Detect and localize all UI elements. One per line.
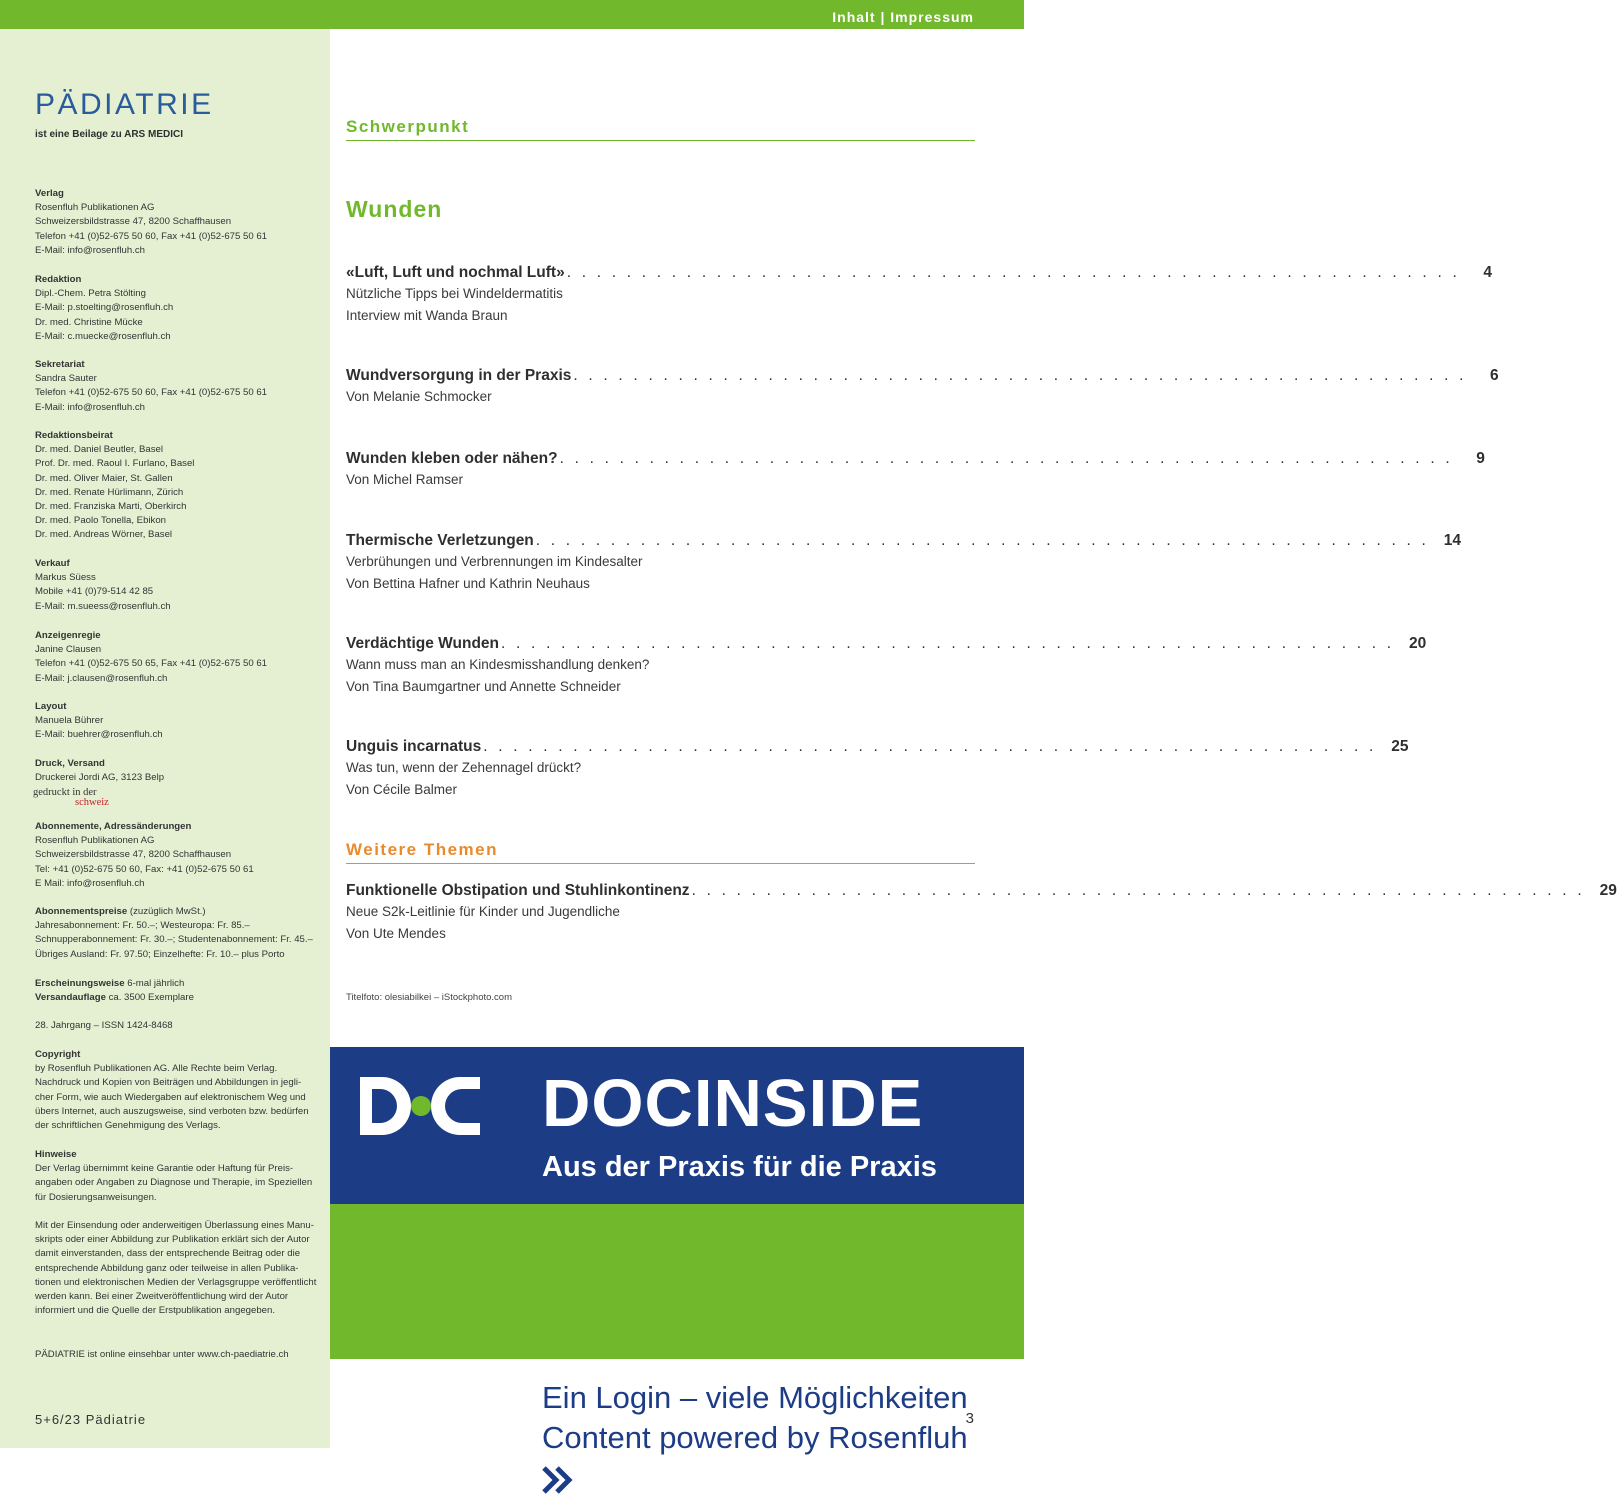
line: informiert und die Quelle der Erstpublikation angegeben. — [35, 1305, 275, 1317]
docinside-logo-icon — [360, 1075, 482, 1137]
toc-entry-page: 9 — [1476, 450, 1485, 467]
line: Nachdruck und Kopien von Beiträgen und Abbildungen in jegli- — [35, 1077, 302, 1089]
toc-entry-sub: Von Michel Ramser — [346, 472, 464, 487]
impressum-abonnemente — [35, 820, 325, 891]
line: Schnupperabonnement: Fr. 30.–; Studentenabonnement: Fr. 45.– — [35, 934, 313, 946]
impressum-copyright — [35, 1048, 325, 1133]
toc-entry[interactable] — [346, 532, 1462, 594]
line: by Rosenfluh Publikationen AG. Alle Rechte beim Verlag. — [35, 1063, 278, 1075]
toc-entry-sub: Nützliche Tipps bei Windeldermatitis — [346, 286, 563, 301]
impressum-verlag — [35, 187, 325, 258]
line: E-Mail: j.clausen@rosenfluh.ch — [35, 672, 168, 684]
label: Anzeigenregie — [35, 630, 101, 641]
line: E-Mail: info@rosenfluh.ch — [35, 244, 145, 256]
toc-entry-sub: Von Melanie Schmocker — [346, 389, 492, 404]
page-number: 3 — [965, 1410, 974, 1427]
leader-dots: . . . . . . . . . . . . . . . . . . . . . . . . . . . . . . . . . . . . . . . . . . . . . . . . . . . . . . . . . . . . — [559, 450, 1453, 467]
toc-entry-page: 6 — [1490, 367, 1499, 384]
ad-brand: DOCINSIDE — [542, 1066, 924, 1141]
section-header-bar — [0, 0, 1024, 29]
section-heading-weitere-themen: Weitere Themen — [346, 840, 975, 864]
toc-entry-page: 25 — [1391, 738, 1409, 755]
line: Mit der Einsendung oder anderweitigen Überlassung eines Manu- — [35, 1220, 314, 1231]
toc-entry[interactable] — [346, 738, 1409, 800]
line: Rosenfluh Publikationen AG — [35, 202, 155, 214]
label-note: (zuzüglich MwSt.) — [127, 906, 206, 917]
cover-photo-credit: Titelfoto: olesiabilkei – iStockphoto.com — [346, 992, 512, 1003]
impressum-einsendung — [35, 1219, 325, 1318]
toc-entry-sub: Verbrühungen und Verbrennungen im Kindesalter — [346, 554, 643, 569]
toc-entry-title: Thermische Verletzungen — [346, 532, 534, 549]
label: Redaktion — [35, 274, 82, 285]
line: skripts oder einer Abbildung zur Publikation erklärt sich der Autor — [35, 1234, 310, 1246]
toc-entry-title: Wundversorgung in der Praxis — [346, 367, 572, 384]
line: angaben oder Angaben zu Diagnose und Therapie, im Speziellen — [35, 1177, 313, 1189]
line: Dr. med. Christine Mücke — [35, 316, 143, 328]
line: Schweizersbildstrasse 47, 8200 Schaffhausen — [35, 216, 232, 228]
line: Telefon +41 (0)52-675 50 60, Fax +41 (0)52-675 50 61 — [35, 230, 268, 242]
toc-entry-page: 20 — [1409, 635, 1427, 652]
toc-entry-sub: Von Ute Mendes — [346, 926, 446, 941]
ad-url-link[interactable] — [542, 1460, 886, 1500]
impressum-online — [35, 1348, 325, 1362]
toc-entry-sub: Wann muss man an Kindesmisshandlung denken? — [346, 657, 650, 672]
line: E Mail: info@rosenfluh.ch — [35, 877, 145, 889]
line: Dr. med. Oliver Maier, St. Gallen — [35, 472, 173, 484]
line: Mobile +41 (0)79-514 42 85 — [35, 586, 154, 598]
toc-entry[interactable] — [346, 450, 1485, 490]
line: E-Mail: m.sueess@rosenfluh.ch — [35, 600, 171, 612]
line: E-Mail: buehrer@rosenfluh.ch — [35, 729, 163, 741]
ad-top-panel — [330, 1047, 1024, 1204]
impressum-hinweise — [35, 1148, 325, 1205]
label: Hinweise — [35, 1149, 77, 1160]
printed-in-switzerland-stamp — [33, 788, 109, 808]
line: Markus Süess — [35, 572, 96, 584]
toc-entry[interactable] — [346, 635, 1427, 697]
label: Verkauf — [35, 558, 70, 569]
toc-entry-sub: Neue S2k-Leitlinie für Kinder und Jugendliche — [346, 904, 620, 919]
label: Copyright — [35, 1049, 81, 1060]
line: Tel: +41 (0)52-675 50 60, Fax: +41 (0)52-675 50 61 — [35, 863, 254, 875]
toc-entry-sub: Was tun, wenn der Zehennagel drückt? — [346, 760, 582, 775]
stamp-line: schweiz — [75, 797, 109, 808]
toc-entry-title: «Luft, Luft und nochmal Luft» — [346, 264, 565, 281]
line: der schriftlichen Genehmigung des Verlags. — [35, 1120, 221, 1132]
line: übers Internet, auch auszugsweise, sind verboten bzw. bedürfen — [35, 1105, 309, 1117]
line: Dipl.-Chem. Petra Stölting — [35, 288, 146, 300]
leader-dots: . . . . . . . . . . . . . . . . . . . . . . . . . . . . . . . . . . . . . . . . . . . . . . . . . . . . . . . . . . . . — [691, 882, 1585, 899]
line: Jahresabonnement: Fr. 50.–; Westeuropa: Fr. 85.– — [35, 920, 250, 932]
line: entsprechende Abbildung ganz oder teilweise in allen Publika- — [35, 1262, 299, 1274]
leader-dots: . . . . . . . . . . . . . . . . . . . . . . . . . . . . . . . . . . . . . . . . . . . . . . . . . . . . . . . . . . . . — [566, 264, 1460, 281]
line: Der Verlag übernimmt keine Garantie oder Haftung für Preis- — [35, 1163, 294, 1175]
line: für Dosierungsanweisungen. — [35, 1191, 157, 1203]
section-title: Inhalt | Impressum — [832, 9, 974, 25]
impressum-verkauf — [35, 557, 325, 614]
toc-entry-title: Funktionelle Obstipation und Stuhlinkontinenz — [346, 882, 690, 899]
line: Schweizersbildstrasse 47, 8200 Schaffhausen — [35, 849, 232, 861]
toc-entry-title: Unguis incarnatus — [346, 738, 482, 755]
line: Manuela Bührer — [35, 715, 104, 727]
ad-bottom-panel — [330, 1204, 1024, 1499]
impressum-preise — [35, 905, 325, 962]
impressum-anzeigenregie — [35, 629, 325, 686]
impressum-jahrgang — [35, 1019, 325, 1033]
line: Dr. med. Renate Hürlimann, Zürich — [35, 486, 184, 498]
toc-entry-sub: Interview mit Wanda Braun — [346, 308, 508, 323]
section-heading-schwerpunkt: Schwerpunkt — [346, 117, 975, 141]
impressum-druck — [35, 757, 325, 785]
line: E-Mail: p.stoelting@rosenfluh.ch — [35, 302, 174, 314]
topic-heading: Wunden — [346, 196, 443, 222]
value: 6-mal jährlich — [124, 978, 185, 989]
line: cher Form, wie auch Wiedergaben auf elektronischem Weg und — [35, 1091, 306, 1103]
leader-dots: . . . . . . . . . . . . . . . . . . . . . . . . . . . . . . . . . . . . . . . . . . . . . . . . . . . . . . . . . . . . — [501, 635, 1395, 652]
impressum-erscheinung — [35, 977, 325, 1005]
line: Telefon +41 (0)52-675 50 65, Fax +41 (0)52-675 50 61 — [35, 658, 268, 670]
ad-line: Content powered by Rosenfluh — [542, 1420, 968, 1455]
label: Sekretariat — [35, 359, 85, 370]
toc-entry-title: Verdächtige Wunden — [346, 635, 500, 652]
toc-entry-sub: Von Cécile Balmer — [346, 782, 458, 797]
logo-subtitle: ist eine Beilage zu ARS MEDICI — [35, 129, 183, 140]
label: Versandauflage — [35, 992, 106, 1004]
line: damit einverstanden, dass der entsprechende Beitrag oder die — [35, 1248, 301, 1260]
line: Übriges Ausland: Fr. 97.50; Einzelhefte: Fr. 10.– plus Porto — [35, 948, 285, 960]
docinside-advertisement[interactable] — [330, 1047, 1024, 1499]
line: Dr. med. Franziska Marti, Oberkirch — [35, 501, 187, 513]
toc-entry-page: 14 — [1443, 532, 1462, 549]
toc-entry-sub: Von Tina Baumgartner und Annette Schneider — [346, 679, 621, 694]
jahrgang: 28. Jahrgang – ISSN 1424-8468 — [35, 1020, 173, 1031]
line: Dr. med. Daniel Beutler, Basel — [35, 444, 163, 456]
line: E-Mail: info@rosenfluh.ch — [35, 401, 145, 413]
label: Abonnemente, Adressänderungen — [35, 821, 192, 832]
value: ca. 3500 Exemplare — [105, 992, 194, 1004]
ad-line: Ein Login – viele Möglichkeiten — [542, 1380, 968, 1415]
label: Verlag — [35, 188, 64, 199]
leader-dots: . . . . . . . . . . . . . . . . . . . . . . . . . . . . . . . . . . . . . . . . . . . . . . . . . . . . . . . . . . . . — [535, 532, 1430, 549]
label: Erscheinungsweise — [35, 978, 125, 989]
impressum-sekretariat — [35, 358, 325, 415]
toc-entry[interactable] — [346, 367, 1499, 407]
line: Rosenfluh Publikationen AG — [35, 835, 155, 847]
leader-dots: . . . . . . . . . . . . . . . . . . . . . . . . . . . . . . . . . . . . . . . . . . . . . . . . . . . . . . . . . . . . — [483, 738, 1377, 755]
leader-dots: . . . . . . . . . . . . . . . . . . . . . . . . . . . . . . . . . . . . . . . . . . . . . . . . . . . . . . . . . . . . — [573, 367, 1467, 384]
toc-entry-title: Wunden kleben oder nähen? — [346, 450, 558, 467]
label: Druck, Versand — [35, 758, 105, 769]
line: Dr. med. Paolo Tonella, Ebikon — [35, 515, 167, 527]
impressum-redaktionsbeirat — [35, 429, 325, 543]
double-chevron-icon — [542, 1465, 574, 1495]
line: Prof. Dr. med. Raoul I. Furlano, Basel — [35, 458, 195, 470]
line: Telefon +41 (0)52-675 50 60, Fax +41 (0)52-675 50 61 — [35, 387, 268, 399]
ad-tagline: Aus der Praxis für die Praxis — [542, 1151, 937, 1183]
line: werden kann. Bei einer Zweitveröffentlichung wird der Autor — [35, 1291, 289, 1303]
toc-entry[interactable] — [346, 882, 1617, 944]
line: Janine Clausen — [35, 644, 102, 656]
impressum-layout — [35, 700, 325, 743]
label: Layout — [35, 701, 67, 712]
ad-url-text: www.docinside.ch — [582, 1460, 887, 1499]
line: tionen und elektronischen Medien der Verlagsgruppe veröffentlicht — [35, 1276, 317, 1288]
footer-issue: 5+6/23 Pädiatrie — [35, 1412, 147, 1427]
online-note: PÄDIATRIE ist online einsehbar unter www.ch-paediatrie.ch — [35, 1349, 289, 1360]
line: E-Mail: c.muecke@rosenfluh.ch — [35, 330, 171, 342]
impressum-redaktion — [35, 273, 325, 344]
toc-entry-page: 29 — [1599, 882, 1617, 899]
magazine-logo: PÄDIATRIE — [35, 88, 214, 121]
line: Dr. med. Andreas Wörner, Basel — [35, 529, 173, 541]
toc-entry-sub: Von Bettina Hafner und Kathrin Neuhaus — [346, 576, 590, 591]
label: Abonnementspreise — [35, 906, 128, 917]
toc-entry-page: 4 — [1483, 264, 1492, 281]
stamp-line: gedruckt in der — [33, 787, 97, 798]
line: Druckerei Jordi AG, 3123 Belp — [35, 772, 165, 784]
label: Redaktionsbeirat — [35, 430, 113, 441]
toc-entry[interactable] — [346, 264, 1492, 326]
line: Sandra Sauter — [35, 373, 97, 385]
